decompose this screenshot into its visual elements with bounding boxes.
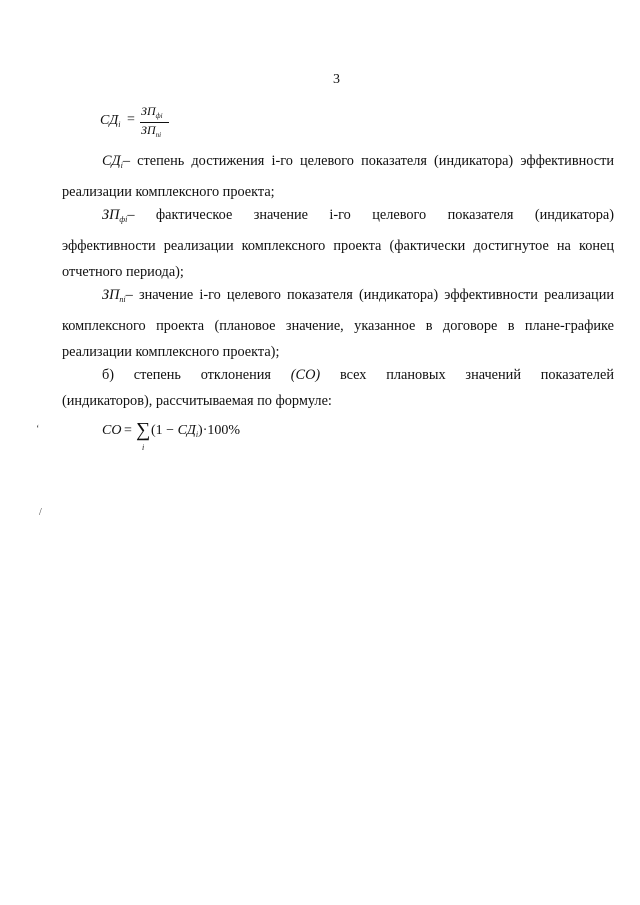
definition-sd — [62, 148, 614, 205]
definition-zpp — [62, 282, 614, 365]
definition-zpf — [62, 202, 614, 285]
term-zpp: $ЗП_{пi}$ — [102, 287, 126, 304]
formula-achievement-degree — [100, 100, 190, 148]
term-sd: $СД_i$ — [102, 153, 123, 170]
definition-zpp-line-1: $ЗП_{пi}-$ значение i-го целевого показателя (индикатора) эффективности реализации — [102, 287, 614, 304]
definition-zpf-line-2: эффективности реализации комплексного проекта (фактически достигнутое на конец — [62, 238, 614, 254]
formula-1-numerator: $ЗП_{фi}$ — [141, 104, 163, 120]
margin-mark: / — [39, 507, 42, 518]
item-b — [62, 362, 614, 414]
definition-zpp-line-3: реализации комплексного проекта); — [62, 344, 280, 360]
definition-sd-line-2: реализации комплексного проекта; — [62, 184, 275, 200]
sigma-index: i — [142, 443, 145, 452]
definition-zpf-line-1: $ЗП_{фi}-$ фактическое значение i-го целевого показателя (индикатора) — [102, 207, 614, 224]
formula-1-lhs: $СД_i$ — [100, 113, 121, 129]
definition-zpp-line-2: комплексного проекта (плановое значение, указанное в договоре в плане-графике — [62, 318, 614, 334]
formula-2-lhs: СО — [102, 423, 122, 438]
term-co: (СО) — [290, 367, 321, 383]
formula-2-equals: = — [124, 423, 132, 438]
sigma-symbol: ∑ — [136, 419, 151, 441]
formula-1-equals: = — [127, 112, 135, 127]
item-b-line-2: (индикаторов), рассчитываемая по формуле: — [62, 393, 332, 409]
definition-sd-line-1: $СД_i-$ степень достижения i-го целевого показателя (индикатора) эффективности — [102, 153, 614, 170]
page-number: 3 — [333, 72, 340, 87]
margin-mark: ʻ — [36, 424, 40, 435]
formula-2-body: $(1 - СД_i)\cdot 100\%$ — [151, 423, 241, 439]
formula-1-denominator: $ЗП_{пi}$ — [141, 123, 162, 139]
formula-deviation-degree — [102, 419, 302, 455]
term-zpf: $ЗП_{фi}$ — [102, 207, 128, 224]
item-b-line-1: б) степень отклонения (СО) всех плановых значений показателей — [102, 367, 614, 383]
definition-zpf-line-3: отчетного периода); — [62, 264, 184, 280]
